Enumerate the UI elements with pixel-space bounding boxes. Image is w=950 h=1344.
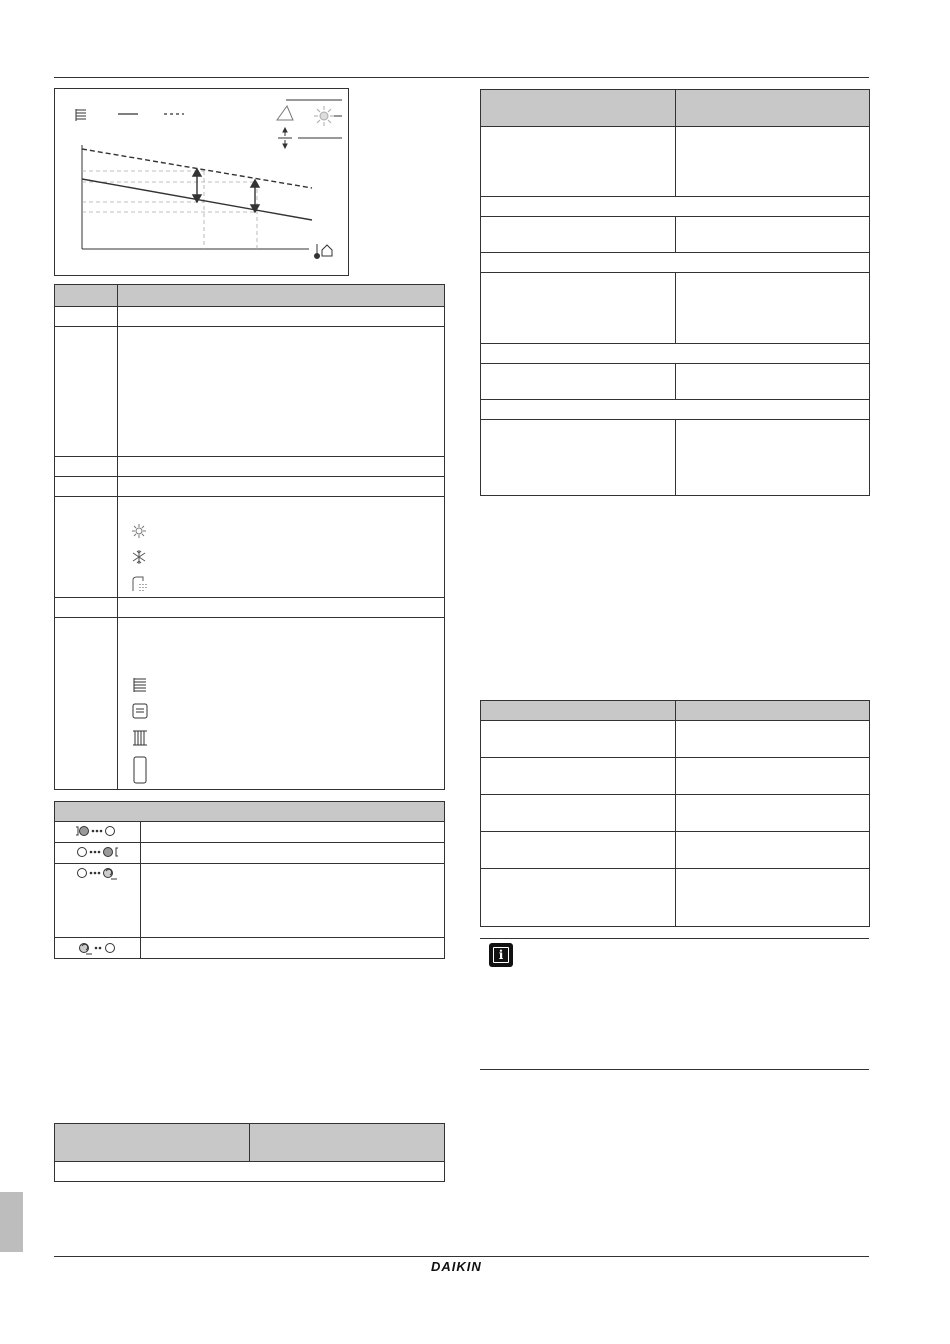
mode-1-icon	[74, 824, 122, 838]
table-cell	[676, 758, 870, 795]
table-cell	[55, 497, 118, 598]
header-cell	[118, 285, 445, 307]
table-cell	[118, 497, 445, 598]
header-cell	[55, 802, 445, 822]
info-icon: i	[489, 943, 513, 967]
table-cell	[676, 795, 870, 832]
table-cell	[141, 822, 445, 843]
guide-lines	[82, 171, 257, 249]
table-cell	[481, 344, 870, 364]
table-cell	[676, 364, 870, 400]
table-cell	[55, 307, 118, 327]
heat-emitter-icon	[76, 109, 86, 121]
mode-4-icon	[74, 941, 122, 957]
mode-2-icon	[74, 845, 122, 859]
table-cell	[141, 938, 445, 959]
footer-rule	[54, 1256, 869, 1257]
fan-coil-icon	[131, 702, 149, 720]
table-cell	[481, 400, 870, 420]
table-cell	[118, 327, 445, 457]
right-table-main	[480, 89, 870, 496]
header-cell	[481, 90, 676, 127]
table-cell	[676, 832, 870, 869]
table-cell	[481, 721, 676, 758]
table-cell	[481, 364, 676, 400]
table-cell	[55, 477, 118, 497]
table-cell	[481, 197, 870, 217]
header-cell	[481, 701, 676, 721]
table-cell	[55, 457, 118, 477]
table-cell	[481, 273, 676, 344]
header-cell	[55, 285, 118, 307]
table-cell	[55, 1162, 445, 1182]
shift-arrow-icon	[278, 128, 292, 148]
note-bottom-rule	[480, 1069, 869, 1070]
table-cell	[118, 307, 445, 327]
header-cell	[250, 1124, 445, 1162]
table-cell	[676, 721, 870, 758]
table-cell	[676, 420, 870, 496]
offset-arrow-1	[193, 169, 201, 202]
table-cell	[118, 618, 445, 790]
header-cell	[676, 701, 870, 721]
triangle-icon	[277, 106, 293, 120]
table-cell	[481, 420, 676, 496]
table-cell	[55, 327, 118, 457]
brand-logo: DAIKIN	[431, 1259, 482, 1274]
right-table-secondary	[480, 700, 870, 927]
table-cell	[481, 253, 870, 273]
offset-arrow-2	[251, 180, 259, 212]
table-cell	[141, 843, 445, 864]
table-cell	[55, 618, 118, 790]
underfloor-heating-icon	[131, 676, 149, 694]
mode-3-icon	[74, 866, 122, 882]
left-table-bottom	[54, 1123, 445, 1182]
table-cell	[676, 869, 870, 927]
table-cell	[481, 795, 676, 832]
table-cell	[141, 864, 445, 938]
chapter-side-tab	[0, 1192, 23, 1252]
table-cell	[481, 832, 676, 869]
table-cell	[676, 127, 870, 197]
table-cell	[481, 758, 676, 795]
table-cell	[481, 217, 676, 253]
table-cell	[481, 869, 676, 927]
table-cell	[676, 273, 870, 344]
table-cell	[118, 477, 445, 497]
table-cell	[676, 217, 870, 253]
header-cell	[55, 1124, 250, 1162]
weather-curve-figure	[54, 88, 374, 278]
table-cell	[55, 598, 118, 618]
sun-icon	[131, 523, 147, 539]
snowflake-icon	[131, 549, 147, 565]
table-cell	[118, 598, 445, 618]
tap-water-icon	[131, 575, 147, 593]
table-cell	[481, 127, 676, 197]
tank-icon	[131, 755, 149, 785]
left-table-main	[54, 284, 445, 790]
table-cell	[118, 457, 445, 477]
note-top-rule	[480, 938, 869, 939]
sun-icon	[314, 106, 334, 126]
radiator-icon	[131, 729, 149, 747]
header-cell	[676, 90, 870, 127]
header-rule	[54, 77, 869, 78]
outdoor-temperature-icon	[315, 244, 333, 259]
